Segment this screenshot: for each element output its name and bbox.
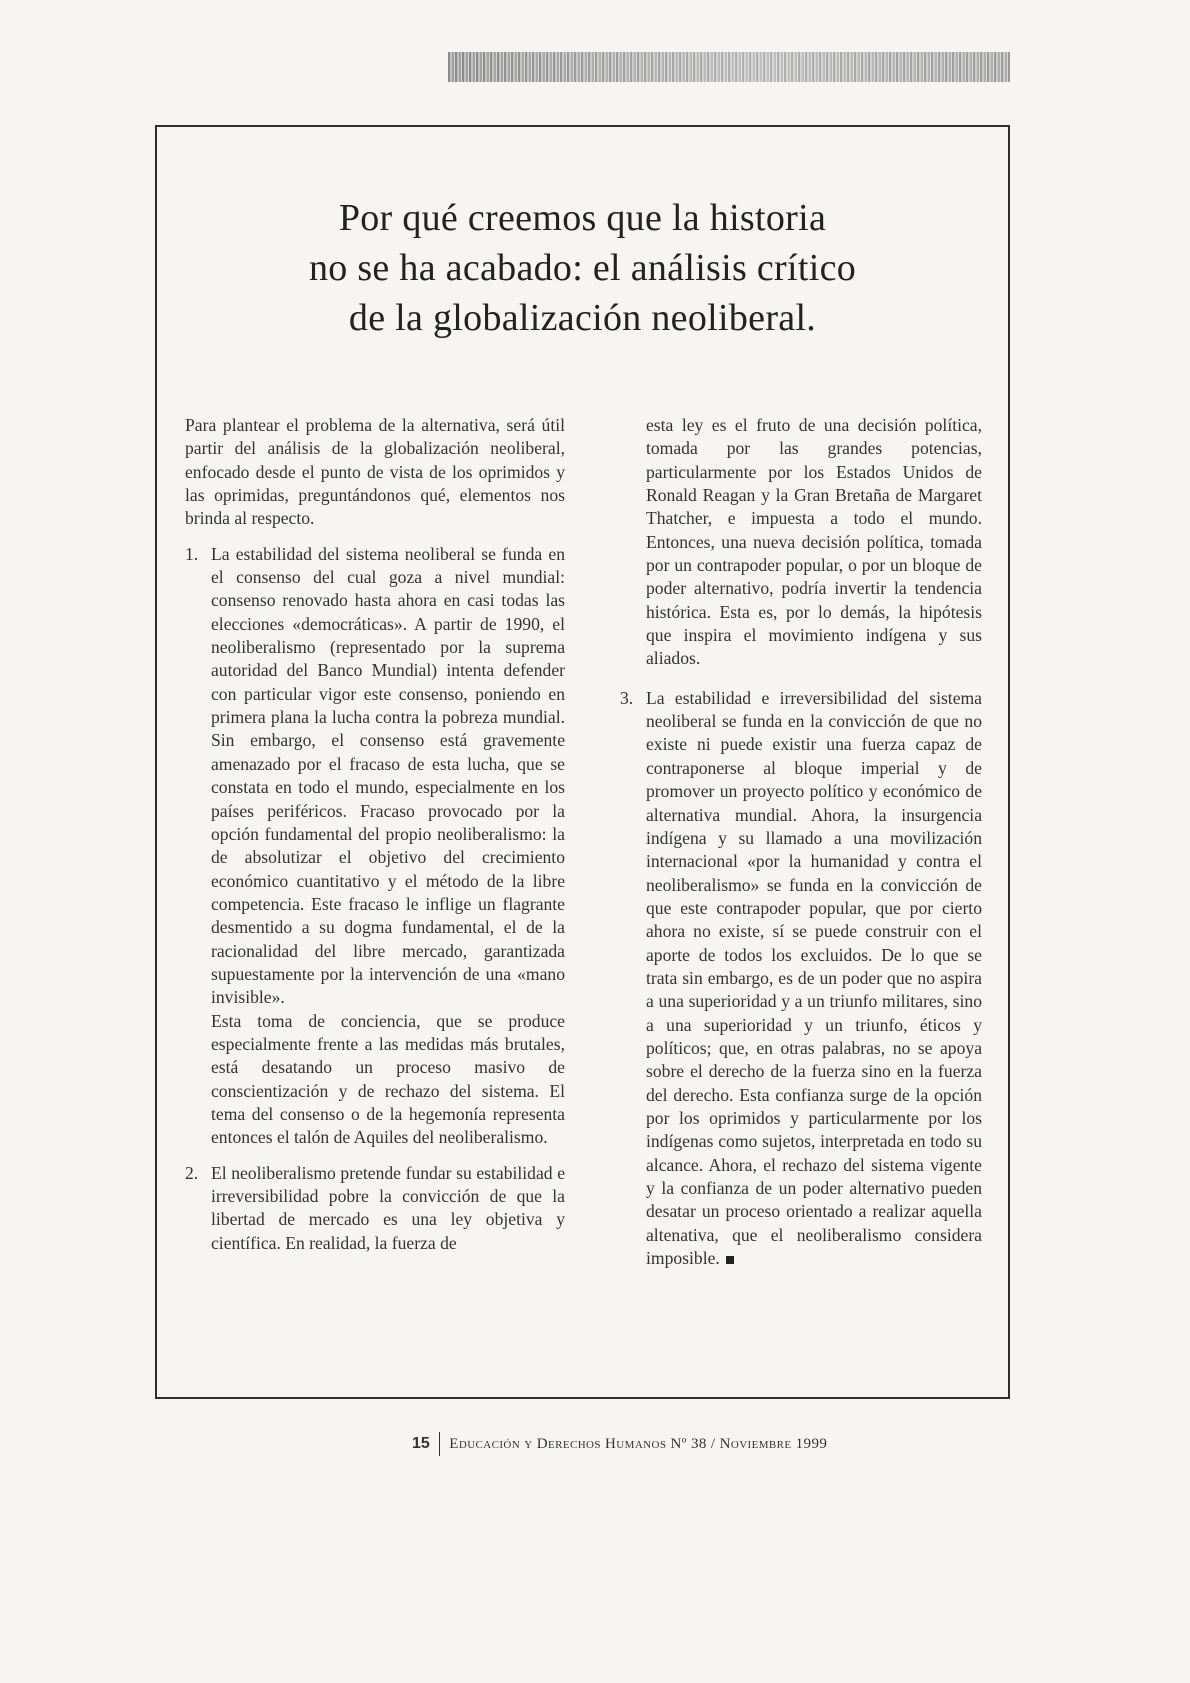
article-title xyxy=(185,193,980,343)
item-2-continuation: esta ley es el fruto de una decisión política, tomada por las grandes potencias, particularmente por los Estados Unidos de Ronald Reagan y la Gran Bretaña de Margaret Thatcher, e impuesta a todo el mundo. Entonces, una nueva decisión política, tomada por un contrapoder popular, o por un bloque de poder alternativo, podría invertir la tendencia histórica. Esta es, por lo demás, la hipótesis que inspira el movimiento indígena y sus aliados. xyxy=(646,415,982,669)
item-3-text: La estabilidad e irreversibilidad del sistema neoliberal se funda en la convicción de que no existe ni puede existir una fuerza capaz de contraponerse al bloque imperial y de promover un proyecto político y económico de alternativa mundial. Ahora, la insurgencia indígena y su llamado a una movilización internacional «por la humanidad y contra el neoliberalismo» se funda en la convicción de que este contrapoder popular, que por cierto ahora no existe, sí se puede construir con el aporte de todos los excluidos. De lo que se trata sin embargo, es de un poder que no aspira a una superioridad y a un triunfo militares, sino a una superioridad y un triunfo, éticos y políticos; que, en otras palabras, no se apoya sobre el derecho de la fuerza sino en la fuerza del derecho. Esta confianza surge de la opción por los oprimidos y particularmente por los indígenas como sujetos, interpretada en todo su alcance. Ahora, el rechazo del sistema vigente y la confianza de un poder alternativo pueden desatar un proceso orientado a realizar aquella altenativa, que el neoliberalismo considera imposible. xyxy=(646,687,982,1269)
title-line-2: no se ha acabado: el análisis crítico xyxy=(308,247,857,289)
end-of-article-mark xyxy=(726,1256,734,1264)
page-number: 15 xyxy=(412,1435,430,1452)
list-item-1 xyxy=(185,543,565,1150)
item-2-paragraph-1: El neoliberalismo pretende fundar su estabilidad e irreversibilidad pobre la convicción de que la libertad de mercado es una ley objetiva y científica. En realidad, la fuerza de xyxy=(211,1162,565,1253)
item-number: 3. xyxy=(620,687,634,708)
item-3-paragraph xyxy=(646,687,982,1271)
page-footer xyxy=(412,1432,827,1456)
item-1-paragraph-2: Esta toma de conciencia, que se produce especialmente frente a las medidas más brutales, está desatando un proceso masivo de conscientización y de rechazo del sistema. El tema del consenso o de la hegemonía representa entonces el talón de Aquiles del neoliberalismo. xyxy=(211,1010,565,1148)
header-decorative-bar xyxy=(448,52,1010,82)
intro-paragraph: Para plantear el problema de la alternativa, será útil partir del análisis de la globalización neoliberal, enfocado desde el punto de vista de los oprimidos y las oprimidas, preguntándonos qué, elementos nos brinda al respecto. xyxy=(185,415,565,529)
title-line-1: Por qué creemos que la historia xyxy=(338,197,827,239)
right-column xyxy=(620,414,982,1282)
list-item-2 xyxy=(185,1162,565,1255)
footer-separator xyxy=(439,1432,441,1456)
item-number: 2. xyxy=(185,1162,199,1183)
title-line-3: de la globalización neoliberal. xyxy=(348,297,817,339)
list-item-3 xyxy=(620,687,982,1271)
item-1-paragraph-1: La estabilidad del sistema neoliberal se funda en el consenso del cual goza a nivel mundial: consenso renovado hasta ahora en casi todas las elecciones «democráticas». A partir de 1990, el neoliberalismo (representado por la suprema autoridad del Banco Mundial) intenta defender con particular vigor este consenso, poniendo en primera plana la lucha contra la pobreza mundial. Sin embargo, el consenso está gravemente amenazado por el fracaso de esta lucha, que se constata en todo el mundo, especialmente en los países periféricos. Fracaso provocado por la opción fundamental del propio neoliberalismo: la de absolutizar el objetivo del crecimiento económico cuantitativo y el método de la libre competencia. Este fracaso le inflige un flagrante desmentido a su dogma fundamental, el de la racionalidad del libre mercado, garantizada supuestamente por la intervención de una «mano invisible». xyxy=(211,543,565,1008)
publication-info: Educación y Derechos Humanos Nº 38 / Noviembre 1999 xyxy=(449,1435,828,1452)
left-column xyxy=(185,414,565,1267)
item-number: 1. xyxy=(185,543,199,564)
